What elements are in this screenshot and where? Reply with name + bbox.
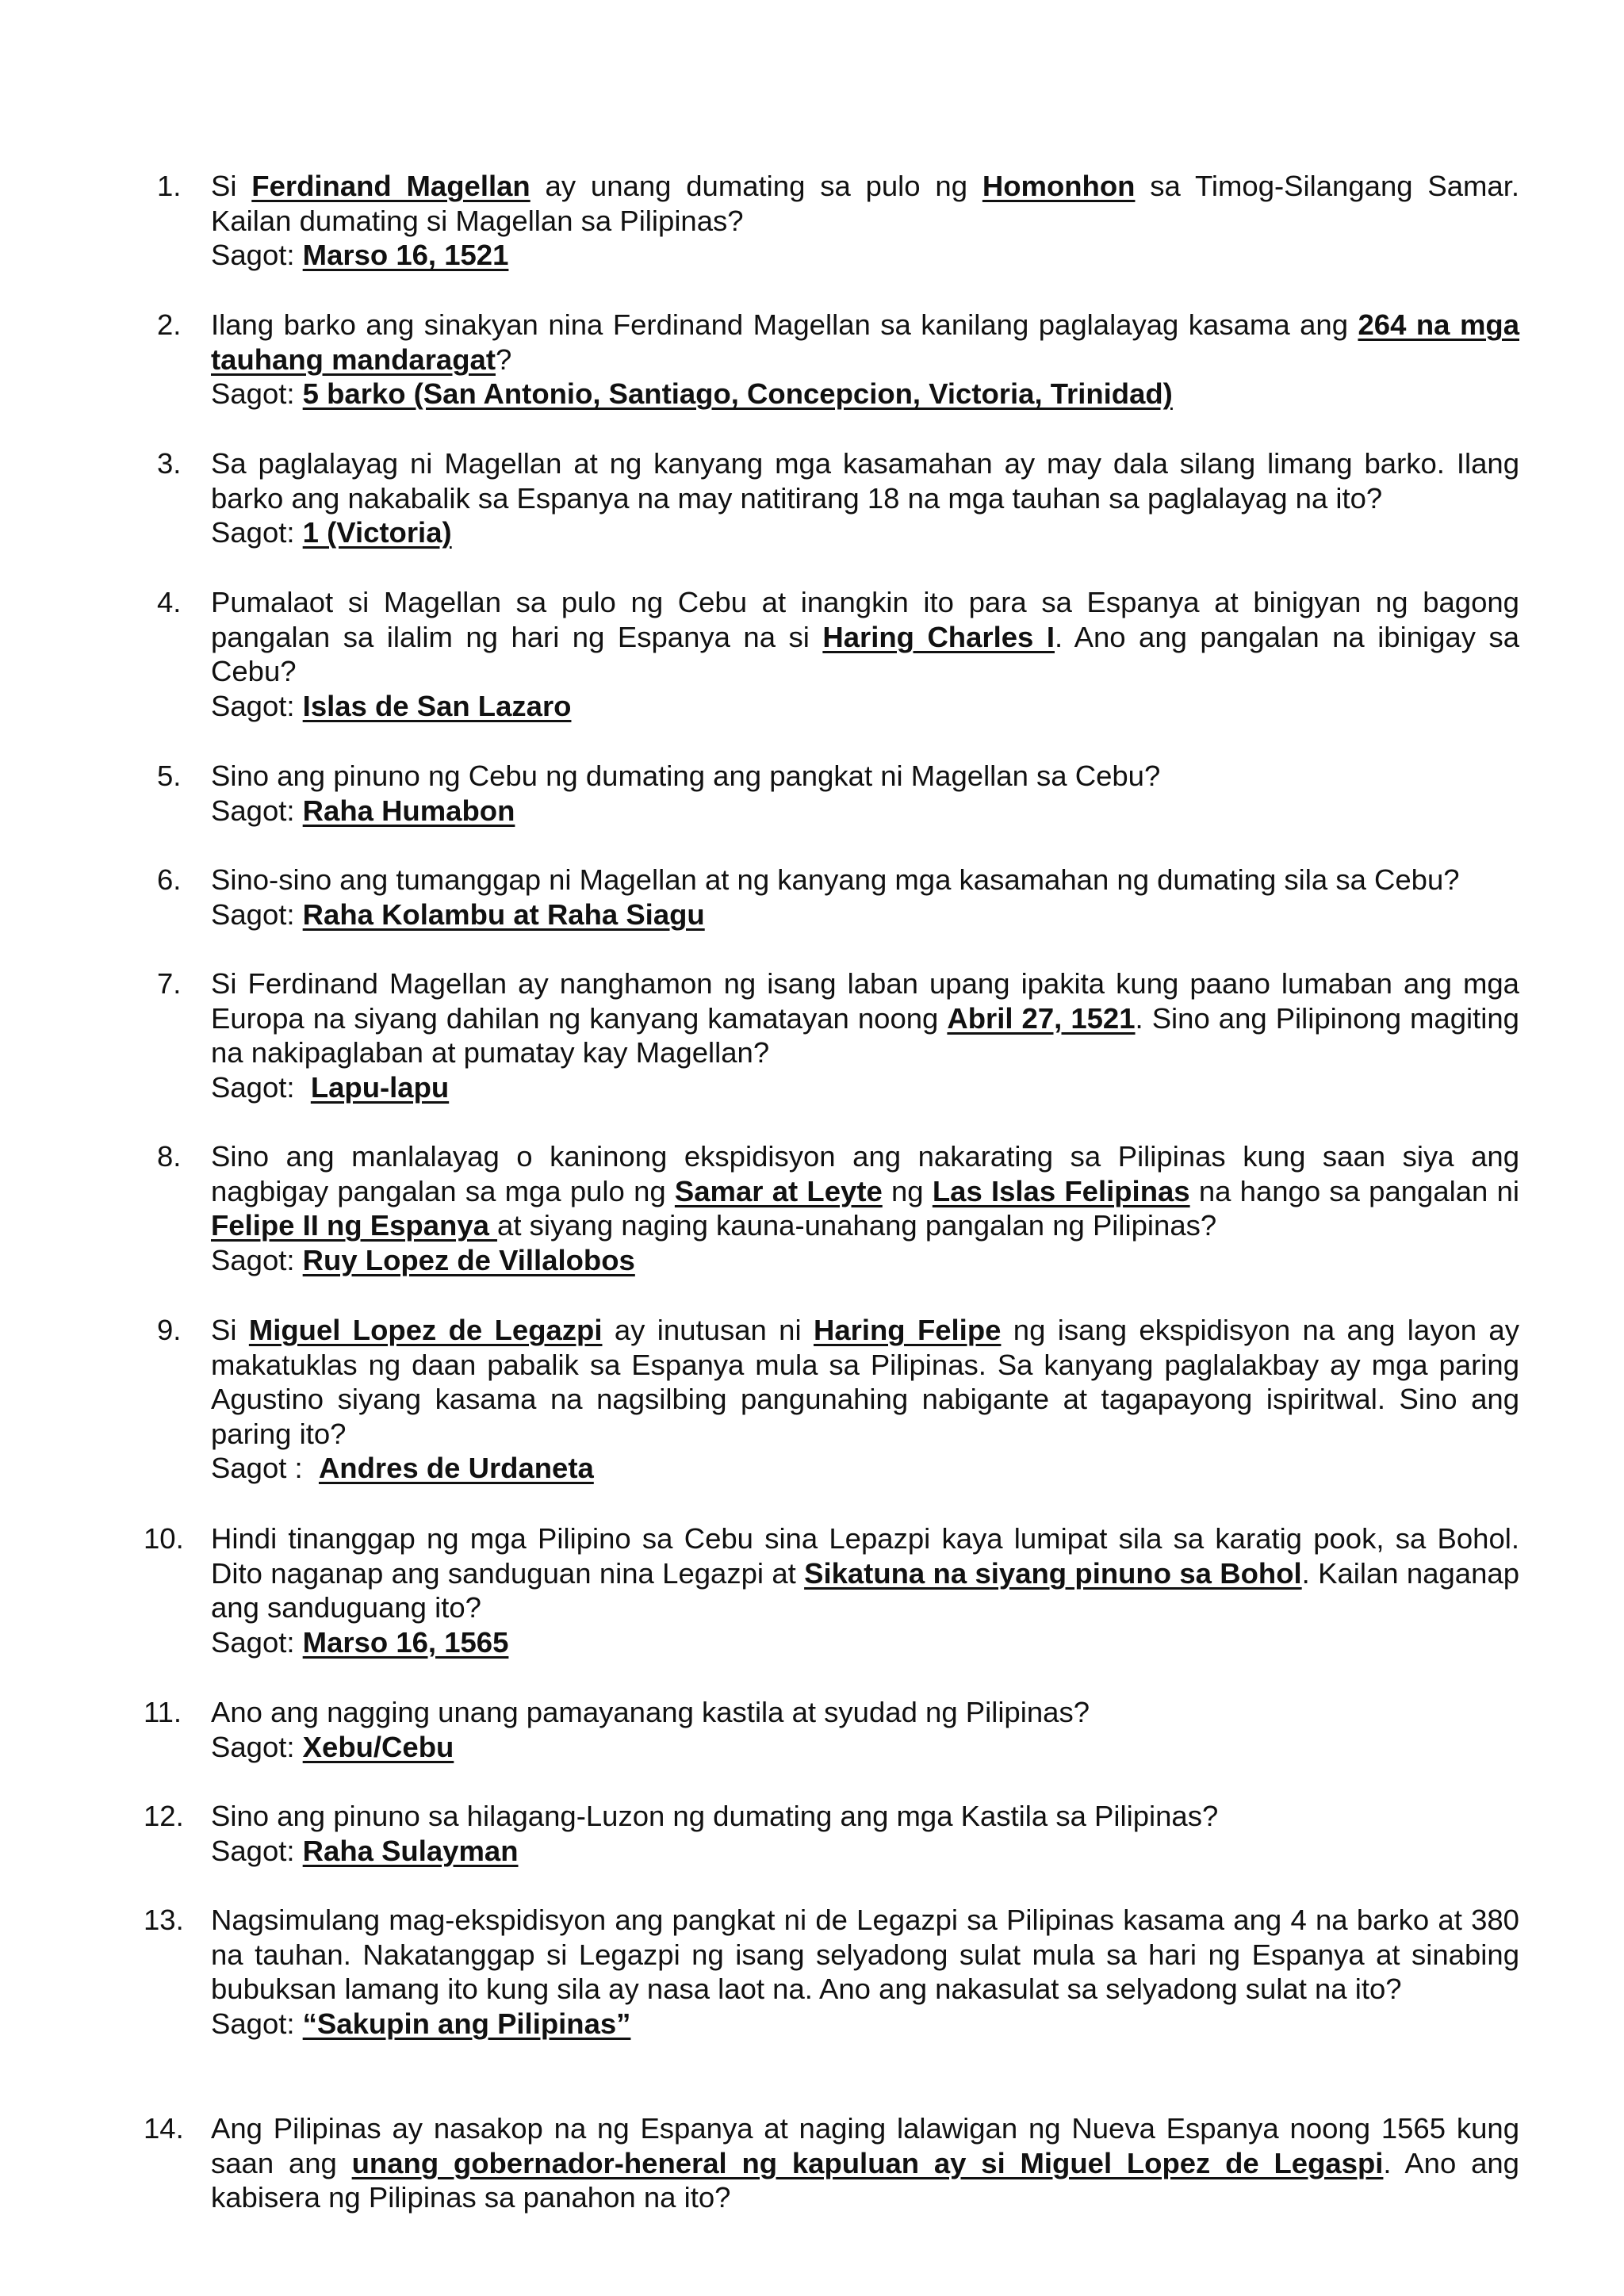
question-number: 11. — [144, 1696, 182, 1728]
question-item — [157, 863, 1519, 932]
answer-value: 1 (Victoria) — [302, 516, 452, 549]
question-text-segment: Pumalaot si Magellan sa pulo ng Cebu at inangkin ito para sa Espanya at binigyan ng bagong pangalan sa ilalim ng hari ng Espanya na si — [211, 586, 1519, 653]
question-number: 8. — [157, 1140, 182, 1173]
answer-line — [211, 2007, 1519, 2042]
question-text-segment: ay inutusan ni — [602, 1314, 814, 1346]
question-text-segment: Sino-sino ang tumanggap ni Magellan at ng kanyang mga kasamahan ng dumating sila sa Cebu? — [211, 863, 1460, 896]
question-item — [157, 585, 1519, 723]
question-text-segment: Ano ang nagging unang pamayanang kastila at syudad ng Pilipinas? — [211, 1696, 1090, 1728]
emphasized-term: Abril 27, 1521 — [947, 1001, 1136, 1035]
question-number: 9. — [157, 1314, 182, 1346]
question-number: 5. — [157, 760, 182, 792]
answer-label: Sagot: — [211, 794, 303, 827]
question-text — [211, 863, 1519, 897]
question-text-segment: Ang Pilipinas ay nasakop na ng Espanya at naging lalawigan ng Nueva Espanya noong 1565 kung saan ang — [211, 2112, 1519, 2179]
question-text-segment: . Ano ang pangalan na ibinigay sa Cebu? — [211, 620, 1520, 688]
answer-line — [211, 1070, 1519, 1105]
answer-value: 5 barko (San Antonio, Santiago, Concepcion, Victoria, Trinidad) — [302, 377, 1173, 411]
question-text-segment: ng isang ekspidisyon na ang layon ay makatuklas ng daan pabalik sa Espanya mula sa Pilipinas. Sa kanyang paglalakbay ay mga paring Agustino siyang kasama na nagsilbing pangunahing nabigante at tagapayong ispiritwal. Sino ang paring ito? — [211, 1314, 1519, 1450]
answer-line — [211, 1730, 1519, 1765]
question-text — [211, 446, 1519, 515]
question-text-segment: . Ano ang kabisera ng Pilipinas sa panahon na ito? — [211, 2146, 1519, 2214]
answer-line — [211, 1834, 1519, 1869]
emphasized-term: Felipe II ng Espanya — [211, 1209, 498, 1242]
question-text — [211, 1695, 1519, 1730]
question-text — [211, 2111, 1519, 2215]
question-text — [211, 1903, 1519, 2007]
question-text-segment: . Kailan naganap ang sanduguang ito? — [211, 1556, 1519, 1624]
question-item — [144, 1903, 1519, 2041]
question-text-segment: . Sino ang Pilipinong magiting na nakipaglaban at pumatay kay Magellan? — [211, 1001, 1519, 1070]
answer-value: Marso 16, 1565 — [302, 1625, 509, 1659]
question-item — [144, 2111, 1519, 2215]
question-number: 14. — [144, 2112, 184, 2145]
question-text — [211, 1313, 1519, 1451]
emphasized-term: Samar at Leyte — [674, 1174, 883, 1207]
answer-value: Raha Kolambu at Raha Siagu — [302, 897, 705, 931]
emphasized-term: unang gobernador-heneral ng kapuluan ay si Miguel Lopez de Legaspi — [351, 2146, 1384, 2179]
answer-value: “Sakupin ang Pilipinas” — [302, 2007, 631, 2040]
question-item — [157, 966, 1519, 1104]
question-item — [144, 1799, 1519, 1868]
question-item — [157, 169, 1519, 273]
question-text-segment: Si — [211, 170, 252, 202]
question-text-segment: Hindi tinanggap ng mga Pilipino sa Cebu sina Lepazpi kaya lumipat sila sa karatig pook, sa Bohol. Dito naganap ang sanduguan nina Legazpi at — [211, 1522, 1519, 1590]
answer-label: Sagot: — [211, 2007, 303, 2040]
question-item — [157, 759, 1519, 828]
answer-value: Andres de Urdaneta — [318, 1452, 594, 1485]
question-item — [144, 1695, 1519, 1764]
emphasized-term: Haring Charles I — [822, 620, 1055, 653]
answer-line — [211, 238, 1519, 273]
question-text — [211, 308, 1519, 377]
question-number: 3. — [157, 447, 182, 480]
question-text — [211, 966, 1519, 1070]
question-text — [211, 585, 1519, 689]
question-text-segment: Sa paglalayag ni Magellan at ng kanyang mga kasamahan ay may dala silang limang barko. Ilang barko ang nakabalik sa Espanya na may natitirang 18 na mga tauhan sa paglalayag na ito? — [211, 447, 1519, 515]
question-text — [211, 1799, 1519, 1834]
question-number: 4. — [157, 586, 182, 618]
question-item — [157, 1313, 1519, 1486]
answer-line — [211, 515, 1519, 550]
answer-label: Sagot: — [211, 689, 303, 722]
question-text — [211, 1521, 1519, 1625]
answer-label: Sagot: — [211, 1834, 303, 1867]
answer-label: Sagot: — [211, 1070, 311, 1104]
answer-value: Xebu/Cebu — [302, 1730, 454, 1763]
answer-label: Sagot: — [211, 897, 303, 931]
question-item — [157, 446, 1519, 550]
answer-label: Sagot: — [211, 1730, 303, 1763]
question-text-segment: Sino ang pinuno sa hilagang-Luzon ng dumating ang mga Kastila sa Pilipinas? — [211, 1800, 1219, 1832]
answer-label: Sagot: — [211, 377, 303, 411]
answer-value: Marso 16, 1521 — [302, 239, 509, 272]
answer-label: Sagot : — [211, 1452, 319, 1485]
question-text-segment: ng — [882, 1174, 933, 1207]
answer-value: Raha Sulayman — [302, 1834, 519, 1867]
question-number: 2. — [157, 308, 182, 341]
answer-label: Sagot: — [211, 1625, 303, 1659]
answer-value: Ruy Lopez de Villalobos — [302, 1243, 635, 1276]
question-text — [211, 169, 1519, 238]
question-text-segment: Sino ang pinuno ng Cebu ng dumating ang pangkat ni Magellan sa Cebu? — [211, 760, 1161, 792]
question-number: 12. — [144, 1800, 184, 1832]
question-number: 13. — [144, 1904, 184, 1936]
question-item — [144, 1521, 1519, 1659]
emphasized-term: Haring Felipe — [813, 1314, 1002, 1346]
question-text-segment: Nagsimulang mag-ekspidisyon ang pangkat ni de Legazpi sa Pilipinas kasama ang 4 na barko at 380 na tauhan. Nakatanggap si Legazpi ng isang selyadong sulat mula sa hari ng Espanya at sinabing bubuksan lamang ito kung sila ay nasa laot na. Ano ang nakasulat sa selyadong sulat na ito? — [211, 1904, 1519, 2006]
question-text-segment: ? — [495, 342, 512, 376]
question-text-segment: at siyang naging kauna-unahang pangalan ng Pilipinas? — [497, 1209, 1217, 1242]
answer-line — [211, 1625, 1519, 1660]
question-item — [157, 308, 1519, 411]
question-number: 7. — [157, 967, 182, 1000]
answer-label: Sagot: — [211, 516, 303, 549]
question-text-segment: Sino ang manlalayag o kaninong ekspidisyon ang nakarating sa Pilipinas kung saan siya ang nagbigay pangalan sa mga pulo ng — [211, 1140, 1519, 1207]
question-number: 1. — [157, 170, 182, 202]
answer-line — [211, 1243, 1519, 1278]
emphasized-term: Sikatuna na siyang pinuno sa Bohol — [804, 1556, 1302, 1590]
answer-label: Sagot: — [211, 1243, 303, 1276]
question-text-segment: na hango sa pangalan ni — [1189, 1174, 1519, 1207]
question-text-segment: Ilang barko ang sinakyan nina Ferdinand Magellan sa kanilang paglalayag kasama ang — [211, 308, 1358, 341]
answer-value: Raha Humabon — [302, 794, 515, 827]
emphasized-term: 264 na mga tauhang mandaragat — [211, 308, 1519, 376]
answer-value: Lapu-lapu — [310, 1070, 450, 1104]
question-text-segment: Si Ferdinand Magellan ay nanghamon ng isang laban upang ipakita kung paano lumaban ang mga Europa na siyang dahilan ng kanyang kamatayan noong — [211, 967, 1519, 1035]
answer-line — [211, 1451, 1519, 1486]
question-item — [157, 1139, 1519, 1277]
question-text-segment: Si — [211, 1314, 249, 1346]
question-text — [211, 1139, 1519, 1243]
question-number: 10. — [144, 1522, 184, 1555]
answer-line — [211, 794, 1519, 828]
answer-label: Sagot: — [211, 239, 303, 272]
question-text — [211, 759, 1519, 794]
question-text-segment: sa Timog-Silangang Samar. Kailan dumating si Magellan sa Pilipinas? — [211, 170, 1519, 237]
emphasized-term: Miguel Lopez de Legazpi — [248, 1314, 603, 1346]
emphasized-term: Homonhon — [982, 170, 1136, 202]
emphasized-term: Las Islas Felipinas — [932, 1174, 1190, 1207]
answer-line — [211, 897, 1519, 932]
question-text-segment: ay unang dumating sa pulo ng — [530, 170, 982, 202]
answer-value: Islas de San Lazaro — [302, 689, 572, 722]
answer-line — [211, 377, 1519, 411]
emphasized-term: Ferdinand Magellan — [251, 170, 530, 202]
question-number: 6. — [157, 863, 182, 896]
answer-line — [211, 689, 1519, 724]
